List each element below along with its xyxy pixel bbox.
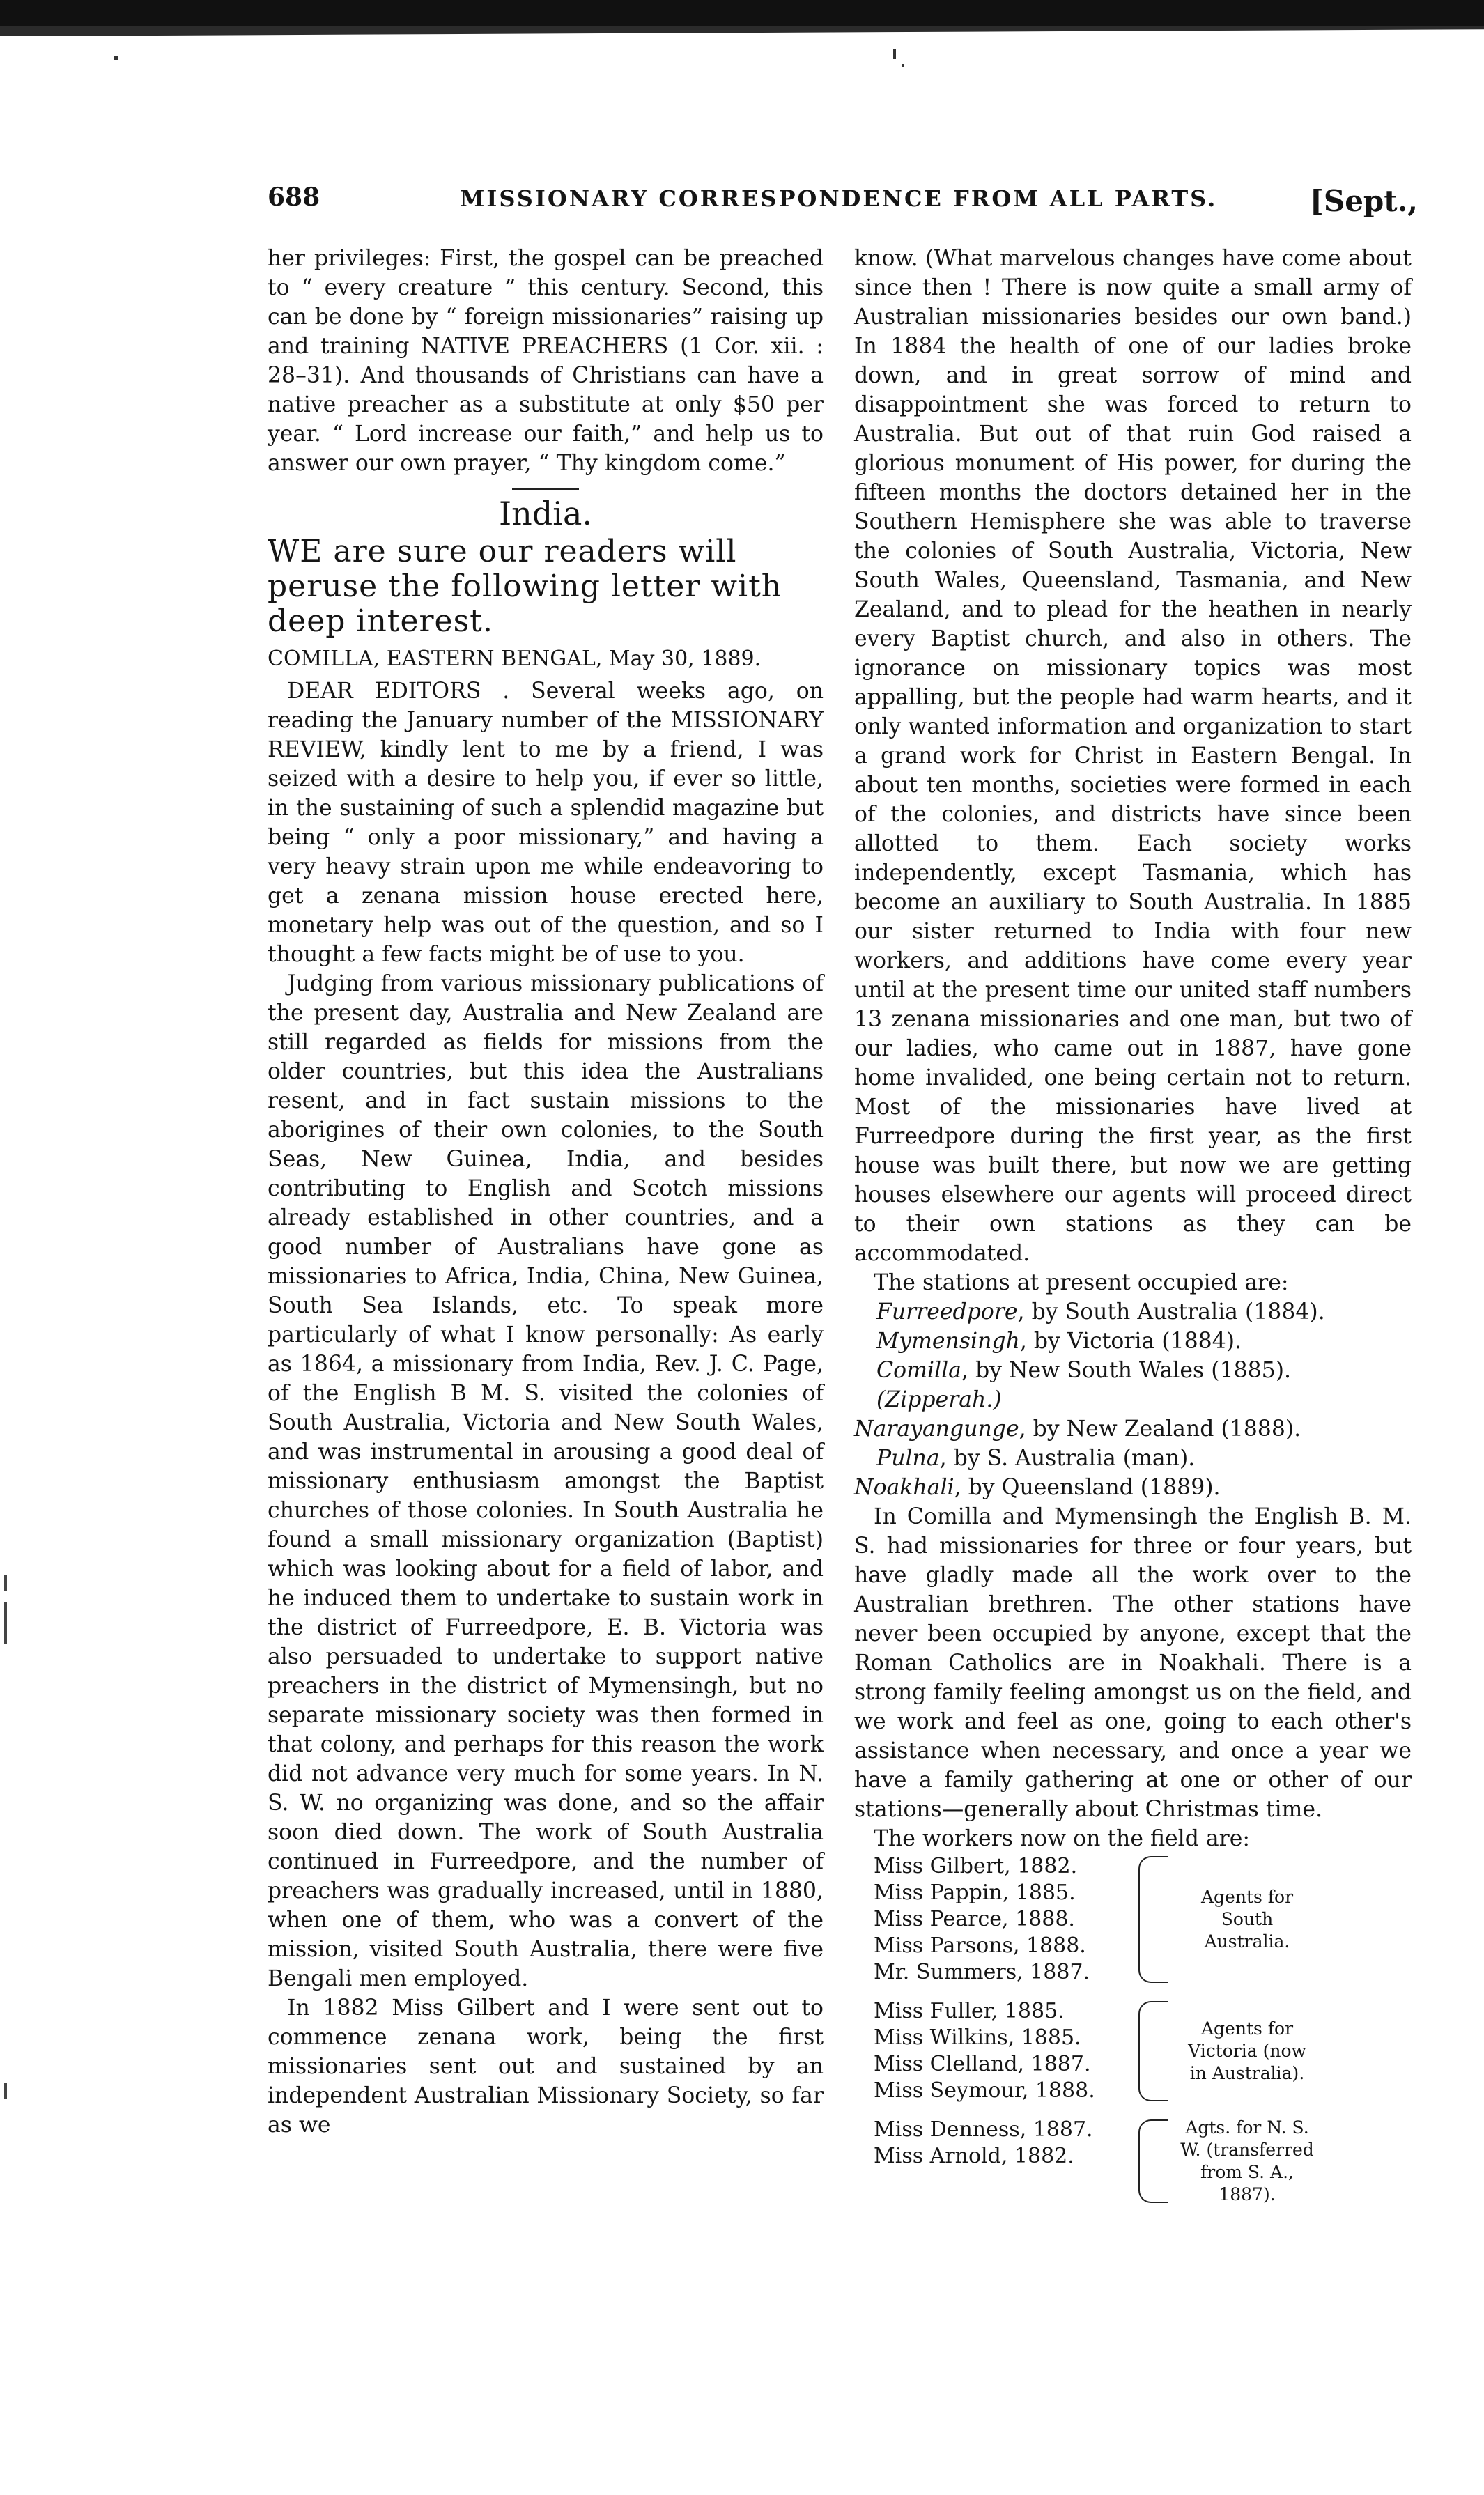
station-item: Narayangunge, by New Zealand (1888).	[854, 1416, 1301, 1442]
worker-name: Miss Denness, 1887.	[874, 2117, 1093, 2142]
intro-paragraph: her privileges: First, the gospel can be preached to “ every creature ” this century. Second, this can be done by “ foreign missionaries” raising up and training NATIVE PREACHERS (1 Cor. xii. : 28–31). And thousands of Christians can have a native preacher as a substitute at only $50 per year. “ Lord increase our faith,” and help us to answer our own prayer, “ Thy kingdom come.”	[268, 246, 824, 476]
worker-name: Miss Seymour, 1888.	[874, 2078, 1095, 2103]
scan-top-border-edge	[0, 26, 1484, 36]
scan-margin-mark	[4, 2083, 7, 2099]
worker-name: Mr. Summers, 1887.	[874, 1960, 1090, 1984]
station-item: Furreedpore, by South Australia (1884).	[876, 1299, 1325, 1324]
worker-name: Miss Pappin, 1885.	[874, 1880, 1076, 1905]
editor-lead: WE are sure our readers will peruse the following letter with deep interest.	[268, 534, 782, 639]
header-month: [Sept.,	[1310, 184, 1418, 218]
scan-top-border	[0, 0, 1484, 26]
page-header	[268, 183, 1484, 238]
workers-group	[874, 1853, 1412, 1986]
scan-margin-mark	[4, 1602, 7, 1644]
workers-group	[874, 1998, 1412, 2104]
brace	[1138, 2119, 1168, 2203]
letter-paragraph: In 1882 Miss Gilbert and I were sent out to commence zenana work, being the first missionaries sent out and sustained by an independent Australian Missionary Society, so far as we	[268, 1995, 824, 2138]
worker-name: Miss Pearce, 1888.	[874, 1907, 1075, 1931]
worker-names	[874, 1998, 1124, 2104]
scan-speck	[902, 64, 904, 67]
worker-name: Miss Parsons, 1888.	[874, 1933, 1086, 1958]
station-item: Pulna, by S. Australia (man).	[876, 1446, 1196, 1471]
section-divider	[512, 488, 579, 490]
scan-margin-mark	[4, 1575, 7, 1591]
stations-heading: The stations at present occupied are:	[874, 1270, 1289, 1295]
station-item: Noakhali, by Queensland (1889).	[854, 1475, 1221, 1500]
worker-name: Miss Arnold, 1882.	[874, 2144, 1074, 2168]
worker-name: Miss Gilbert, 1882.	[874, 1854, 1078, 1878]
station-item: Mymensingh, by Victoria (1884).	[876, 1329, 1242, 1354]
agents-note: Agents for South Australia.	[1200, 1887, 1294, 1952]
worker-names	[874, 2117, 1124, 2206]
station-item: Comilla, by New South Wales (1885).	[876, 1358, 1291, 1383]
worker-name: Miss Clelland, 1887.	[874, 2052, 1091, 2076]
worker-names	[874, 1853, 1124, 1986]
worker-name: Miss Wilkins, 1885.	[874, 2025, 1081, 2050]
scan-speck	[893, 49, 896, 59]
brace	[1138, 2001, 1168, 2101]
workers-heading: The workers now on the field are:	[874, 1826, 1250, 1851]
letter-paragraph: In Comilla and Mymensingh the English B. M. S. had missionaries for three or four years, but have gladly made all the work over to the Australian brethren. The other stations have never been occupied by anyone, except that the Roman Catholics are in Noakhali. There is a strong family feeling amongst us on the field, and we work and feel as one, going to each other's assistance when necessary, and once a year we have a family gathering at one or other of our stations—generally about Christmas time.	[854, 1504, 1412, 1822]
page-number: 688	[268, 183, 320, 212]
left-column	[268, 244, 824, 2140]
brace	[1138, 1856, 1168, 1983]
section-title: India.	[498, 495, 592, 532]
workers-group	[874, 2117, 1412, 2206]
scan-speck	[114, 56, 118, 60]
worker-name: Miss Fuller, 1885.	[874, 1999, 1065, 2023]
agents-note: Agents for Victoria (now in Australia).	[1188, 2018, 1306, 2083]
agents-note: Agts. for N. S. W. (transferred from S. A., 1887).	[1180, 2117, 1314, 2204]
letter-paragraph: know. (What marvelous changes have come about since then ! There is now quite a small army of Australian missionaries besides our own band.) In 1884 the health of one of our ladies broke down, and in great sorrow of mind and disappointment she was forced to return to Australia. But out of that ruin God raised a glorious monument of His power, for during the fifteen months the doctors detained her in the Southern Hemisphere she was able to traverse the colonies of South Australia, Victoria, New South Wales, Queensland, Tasmania, and New Zealand, and to plead for the heathen in nearly every Baptist church, and also in others. The ignorance on missionary topics was most appalling, but the people had warm hearts, and it only wanted information and organization to start a grand work for Christ in Eastern Bengal. In about ten months, societies were formed in each of the colonies, and districts have since been allotted to them. Each society works independently, except Tasmania, which has become an auxiliary to South Australia. In 1885 our sister returned to India with four new workers, and additions have come every year until at the present time our united staff numbers 13 zenana missionaries and one man, but two of our ladies, who came out in 1887, have gone home invalided, one being certain not to return. Most of the missionaries have lived at Furreedpore during the first year, as the first house was built there, but now we are getting houses elsewhere our agents will proceed direct to their own stations as they can be accommodated.	[854, 246, 1412, 1266]
right-column	[854, 244, 1412, 2218]
station-item: (Zipperah.)	[876, 1387, 1002, 1412]
letter-paragraph: DEAR EDITORS . Several weeks ago, on reading the January number of the MISSIONARY REVIEW, kindly lent to me by a friend, I was seized with a desire to help you, if ever so little, in the sustaining of such a splendid magazine but being “ only a poor missionary,” and having a very heavy strain upon me while endeavoring to get a zenana mission house erected here, monetary help was out of the question, and so I thought a few facts might be of use to you.	[268, 679, 824, 967]
running-title: MISSIONARY CORRESPONDENCE FROM ALL PARTS.	[460, 185, 1218, 212]
letter-dateline: COMILLA, EASTERN BENGAL, May 30, 1889.	[268, 647, 762, 671]
letter-paragraph: Judging from various missionary publications of the present day, Australia and New Zealand are still regarded as fields for missions from the older countries, but this idea the Australians resent, and in fact sustain missions to the aborigines of their own colonies, to the South Seas, New Guinea, India, and besides contributing to English and Scotch missions already established in other countries, and a good number of Australians have gone as missionaries to Africa, India, China, New Guinea, South Sea Islands, etc. To speak more particularly of what I know personally: As early as 1864, a missionary from India, Rev. J. C. Page, of the English B M. S. visited the colonies of South Australia, Victoria and New South Wales, and was instrumental in arousing a good deal of missionary enthusiasm amongst the Baptist churches of those colonies. In South Australia he found a small missionary organization (Baptist) which was looking about for a field of labor, and he induced them to undertake to sustain work in the district of Furreedpore, E. B. Victoria was also persuaded to undertake to support native preachers in the district of Mymensingh, but no separate missionary society was then formed in that colony, and perhaps for this reason the work did not advance very much for some years. In N. S. W. no organizing was done, and so the affair soon died down. The work of South Australia continued in Furreedpore, and the number of preachers was gradually increased, until in 1880, when one of them, who was a convert of the mission, visited South Australia, there were five Bengali men employed.	[268, 971, 824, 1991]
